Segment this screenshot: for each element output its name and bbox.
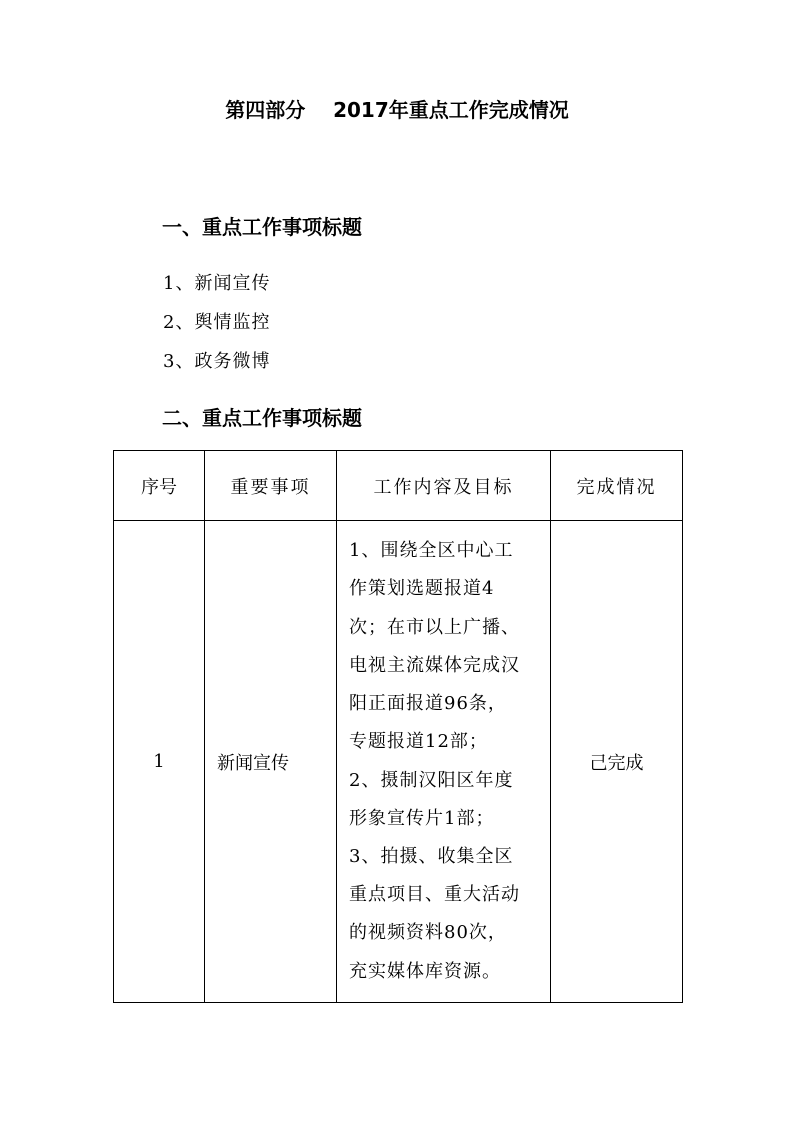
header-content: 工作内容及目标 bbox=[337, 451, 551, 521]
content-line: 3、拍摄、收集全区 bbox=[349, 845, 514, 867]
header-status: 完成情况 bbox=[551, 451, 683, 521]
content-line: 专题报道12部； bbox=[349, 731, 488, 753]
list-item: 2、舆情监控 bbox=[163, 312, 271, 333]
work-table bbox=[113, 450, 683, 1003]
section-heading-1: 一、重点工作事项标题 bbox=[162, 215, 362, 239]
page-title: 第四部分 2017年重点工作完成情况 bbox=[225, 98, 569, 122]
content-line: 作策划选题报道4 bbox=[349, 578, 495, 600]
cell-item: 新闻宣传 bbox=[205, 521, 337, 1003]
cell-number: 1 bbox=[114, 521, 205, 1003]
section-heading-2: 二、重点工作事项标题 bbox=[162, 406, 362, 430]
content-line: 1、围绕全区中心工 bbox=[349, 540, 514, 562]
content-line: 阳正面报道96条， bbox=[349, 693, 507, 715]
table-row bbox=[114, 521, 683, 1003]
content-line: 重点项目、重大活动 bbox=[349, 884, 520, 906]
cell-status: 己完成 bbox=[551, 521, 683, 1003]
list-item: 3、政务微博 bbox=[163, 351, 271, 372]
content-line: 次；在市以上广播、 bbox=[349, 616, 520, 638]
header-number: 序号 bbox=[114, 451, 205, 521]
header-item: 重要事项 bbox=[205, 451, 337, 521]
cell-content bbox=[337, 521, 551, 1003]
content-line: 形象宣传片1部； bbox=[349, 807, 495, 829]
list-item: 1、新闻宣传 bbox=[163, 273, 271, 294]
content-line: 的视频资料80次， bbox=[349, 922, 507, 944]
content-line: 充实媒体库资源。 bbox=[349, 960, 501, 982]
content-line: 2、摄制汉阳区年度 bbox=[349, 769, 514, 791]
table-header-row bbox=[114, 451, 683, 521]
content-line: 电视主流媒体完成汉 bbox=[349, 654, 520, 676]
